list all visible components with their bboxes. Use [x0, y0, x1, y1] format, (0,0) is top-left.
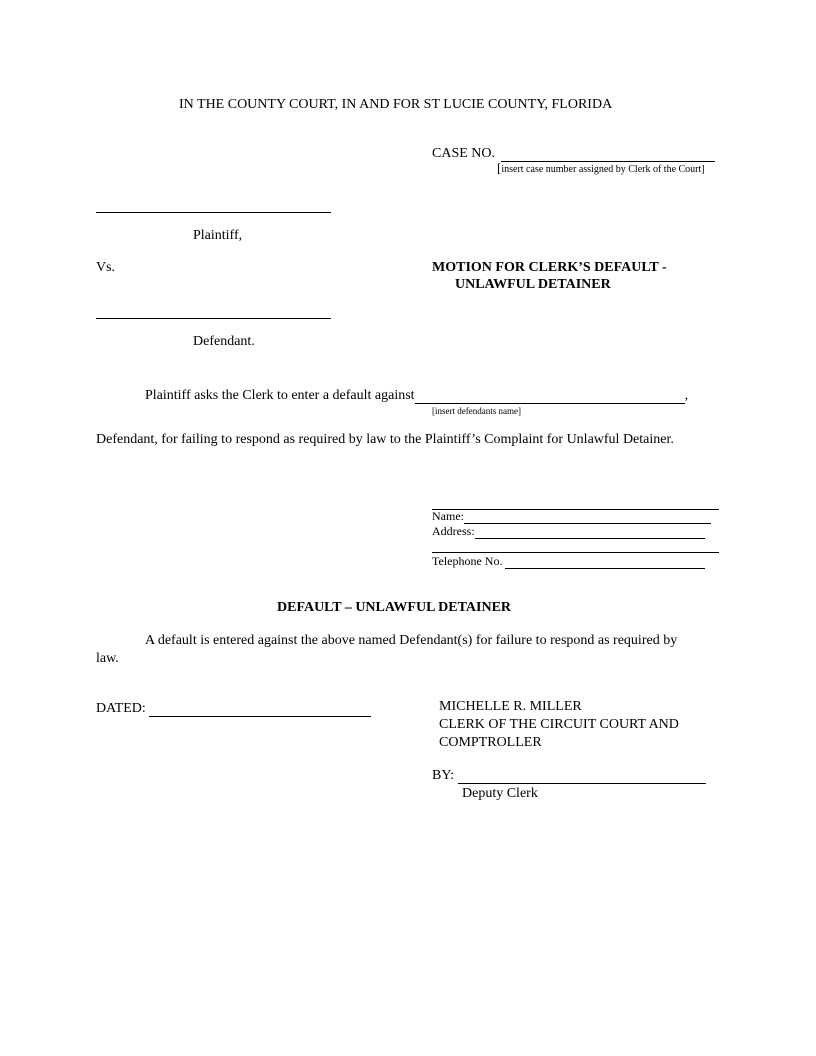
court-title: IN THE COUNTY COURT, IN AND FOR ST LUCIE COUNTY, FLORIDA	[179, 97, 613, 112]
clerk-title-line2: COMPTROLLER	[439, 735, 542, 750]
plaintiff-label: Plaintiff,	[193, 228, 243, 243]
defendant-name-input[interactable]	[96, 303, 331, 319]
deputy-clerk-label: Deputy Clerk	[462, 786, 538, 801]
telephone-label: Telephone No.	[432, 554, 503, 568]
default-defendant-input[interactable]	[415, 388, 685, 404]
default-body-line1: A default is entered against the above named Defendant(s) for failure to respond as required by	[145, 633, 678, 648]
address-label: Address:	[432, 524, 475, 538]
case-number-hint-text: insert case number assigned by Clerk of the Court]	[501, 164, 705, 175]
dated-input[interactable]	[149, 701, 371, 717]
name-label: Name:	[432, 509, 464, 523]
vs-label: Vs.	[96, 260, 116, 275]
default-title: DEFAULT – UNLAWFUL DETAINER	[277, 600, 512, 615]
name-input[interactable]	[464, 510, 711, 524]
telephone-row	[432, 554, 705, 569]
clerk-name: MICHELLE R. MILLER	[439, 699, 582, 714]
name-row	[432, 509, 711, 524]
case-number-label: CASE NO.	[432, 146, 496, 161]
default-body-line2: law.	[96, 651, 119, 666]
dated-label: DATED:	[96, 701, 146, 716]
defendant-label: Defendant.	[193, 334, 255, 349]
motion-body-line2: Defendant, for failing to respond as required by law to the Plaintiff’s Complaint for Unlawful Detainer.	[96, 432, 674, 447]
by-row	[432, 767, 706, 784]
motion-body-line1	[145, 387, 688, 404]
motion-title-line2: UNLAWFUL DETAINER	[455, 277, 611, 292]
plaintiff-name-input[interactable]	[96, 197, 331, 213]
clerk-title-line1: CLERK OF THE CIRCUIT COURT AND	[439, 717, 679, 732]
by-label: BY:	[432, 768, 455, 783]
defendant-name-hint: [insert defendants name]	[432, 406, 521, 416]
telephone-input[interactable]	[505, 555, 705, 569]
case-number-hint	[497, 162, 705, 176]
motion-body-start: Plaintiff asks the Clerk to enter a default against	[145, 388, 415, 403]
case-number-input[interactable]	[501, 146, 715, 162]
address-line2	[432, 552, 719, 553]
address-row	[432, 524, 705, 539]
motion-body-comma: ,	[684, 388, 689, 403]
dated-row	[96, 700, 371, 717]
deputy-signature-input[interactable]	[458, 768, 706, 784]
case-number-hint-bracket: [	[497, 160, 502, 175]
case-number-row	[432, 145, 715, 162]
address-input[interactable]	[475, 525, 705, 539]
motion-title-line1: MOTION FOR CLERK’S DEFAULT -	[432, 260, 667, 275]
